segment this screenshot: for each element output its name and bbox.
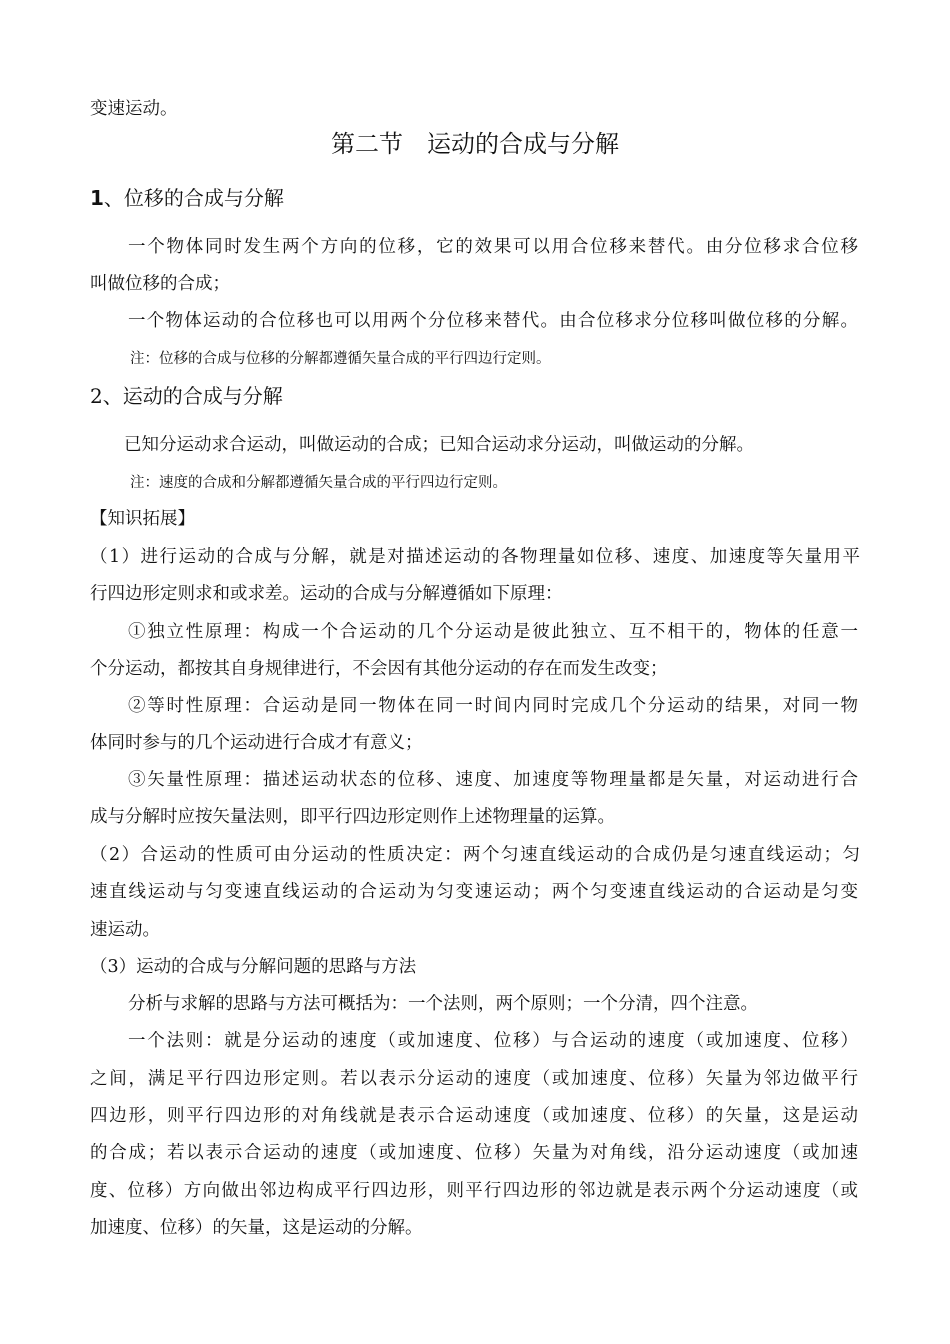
paragraph-line: 的合成；若以表示合运动的速度（或加速度、位移）矢量为对角线，沿分运动速度（或加速 [90, 1143, 858, 1163]
paragraph-line: 一个物体同时发生两个方向的位移，它的效果可以用合位移来替代。由分位移求合位移 [128, 237, 858, 257]
heading-number: 1 [90, 186, 104, 210]
text-line: 变速运动。 [90, 99, 178, 119]
heading-motion: 2、运动的合成与分解 [90, 384, 283, 408]
paragraph-line: 四边形，则平行四边形的对角线就是表示合运动速度（或加速度、位移）的矢量，这是运动 [90, 1106, 858, 1126]
paragraph-line: 个分运动，都按其自身规律进行，不会因有其他分运动的存在而发生改变； [90, 659, 668, 679]
paragraph-line: 一个法则：就是分运动的速度（或加速度、位移）与合运动的速度（或加速度、位移） [128, 1031, 858, 1051]
paragraph-line: 加速度、位移）的矢量，这是运动的分解。 [90, 1218, 423, 1238]
paragraph-line: （1）进行运动的合成与分解，就是对描述运动的各物理量如位移、速度、加速度等矢量用平 [90, 547, 860, 567]
paragraph-line: 之间，满足平行四边形定则。若以表示分运动的速度（或加速度、位移）矢量为邻边做平行 [90, 1069, 858, 1089]
paragraph-line: 体同时参与的几个运动进行合成才有意义； [90, 733, 423, 753]
paragraph-line: 一个物体运动的合位移也可以用两个分位移来替代。由合位移求分位移叫做位移的分解。 [128, 311, 858, 331]
paragraph-line: ②等时性原理：合运动是同一物体在同一时间内同时完成几个分运动的结果，对同一物 [128, 696, 858, 716]
paragraph-line: 速直线运动与匀变速直线运动的合运动为匀变速运动；两个匀变速直线运动的合运动是匀变 [90, 882, 858, 902]
note-line: 注：速度的合成和分解都遵循矢量合成的平行四边行定则。 [130, 475, 507, 491]
paragraph-line: 行四边形定则求和或求差。运动的合成与分解遵循如下原理： [90, 584, 563, 604]
paragraph-line: 速运动。 [90, 920, 160, 940]
paragraph-line: （2）合运动的性质可由分运动的性质决定：两个匀速直线运动的合成仍是匀速直线运动；匀 [90, 845, 860, 865]
paragraph-line: 度、位移）方向做出邻边构成平行四边形，则平行四边形的邻边就是表示两个分运动速度（或 [90, 1181, 858, 1201]
paragraph-line: （3）运动的合成与分解问题的思路与方法 [90, 957, 417, 977]
heading-displacement [90, 186, 870, 210]
heading-text: 、位移的合成与分解 [103, 186, 284, 210]
paragraph-line: ①独立性原理：构成一个合运动的几个分运动是彼此独立、互不相干的，物体的任意一 [128, 622, 858, 642]
section-title: 第二节 运动的合成与分解 [331, 130, 619, 158]
paragraph-line: 分析与求解的思路与方法可概括为：一个法则，两个原则；一个分清，四个注意。 [128, 994, 758, 1014]
note-line: 注：位移的合成与位移的分解都遵循矢量合成的平行四边行定则。 [130, 351, 551, 367]
paragraph-line: 叫做位移的合成； [90, 274, 230, 294]
paragraph-line: 已知分运动求合运动，叫做运动的合成；已知合运动求分运动，叫做运动的分解。 [124, 435, 754, 455]
paragraph-line: 成与分解时应按矢量法则，即平行四边形定则作上述物理量的运算。 [90, 807, 615, 827]
knowledge-extension-label: 【知识拓展】 [90, 509, 195, 529]
paragraph-line: ③矢量性原理：描述运动状态的位移、速度、加速度等物理量都是矢量，对运动进行合 [128, 770, 858, 790]
